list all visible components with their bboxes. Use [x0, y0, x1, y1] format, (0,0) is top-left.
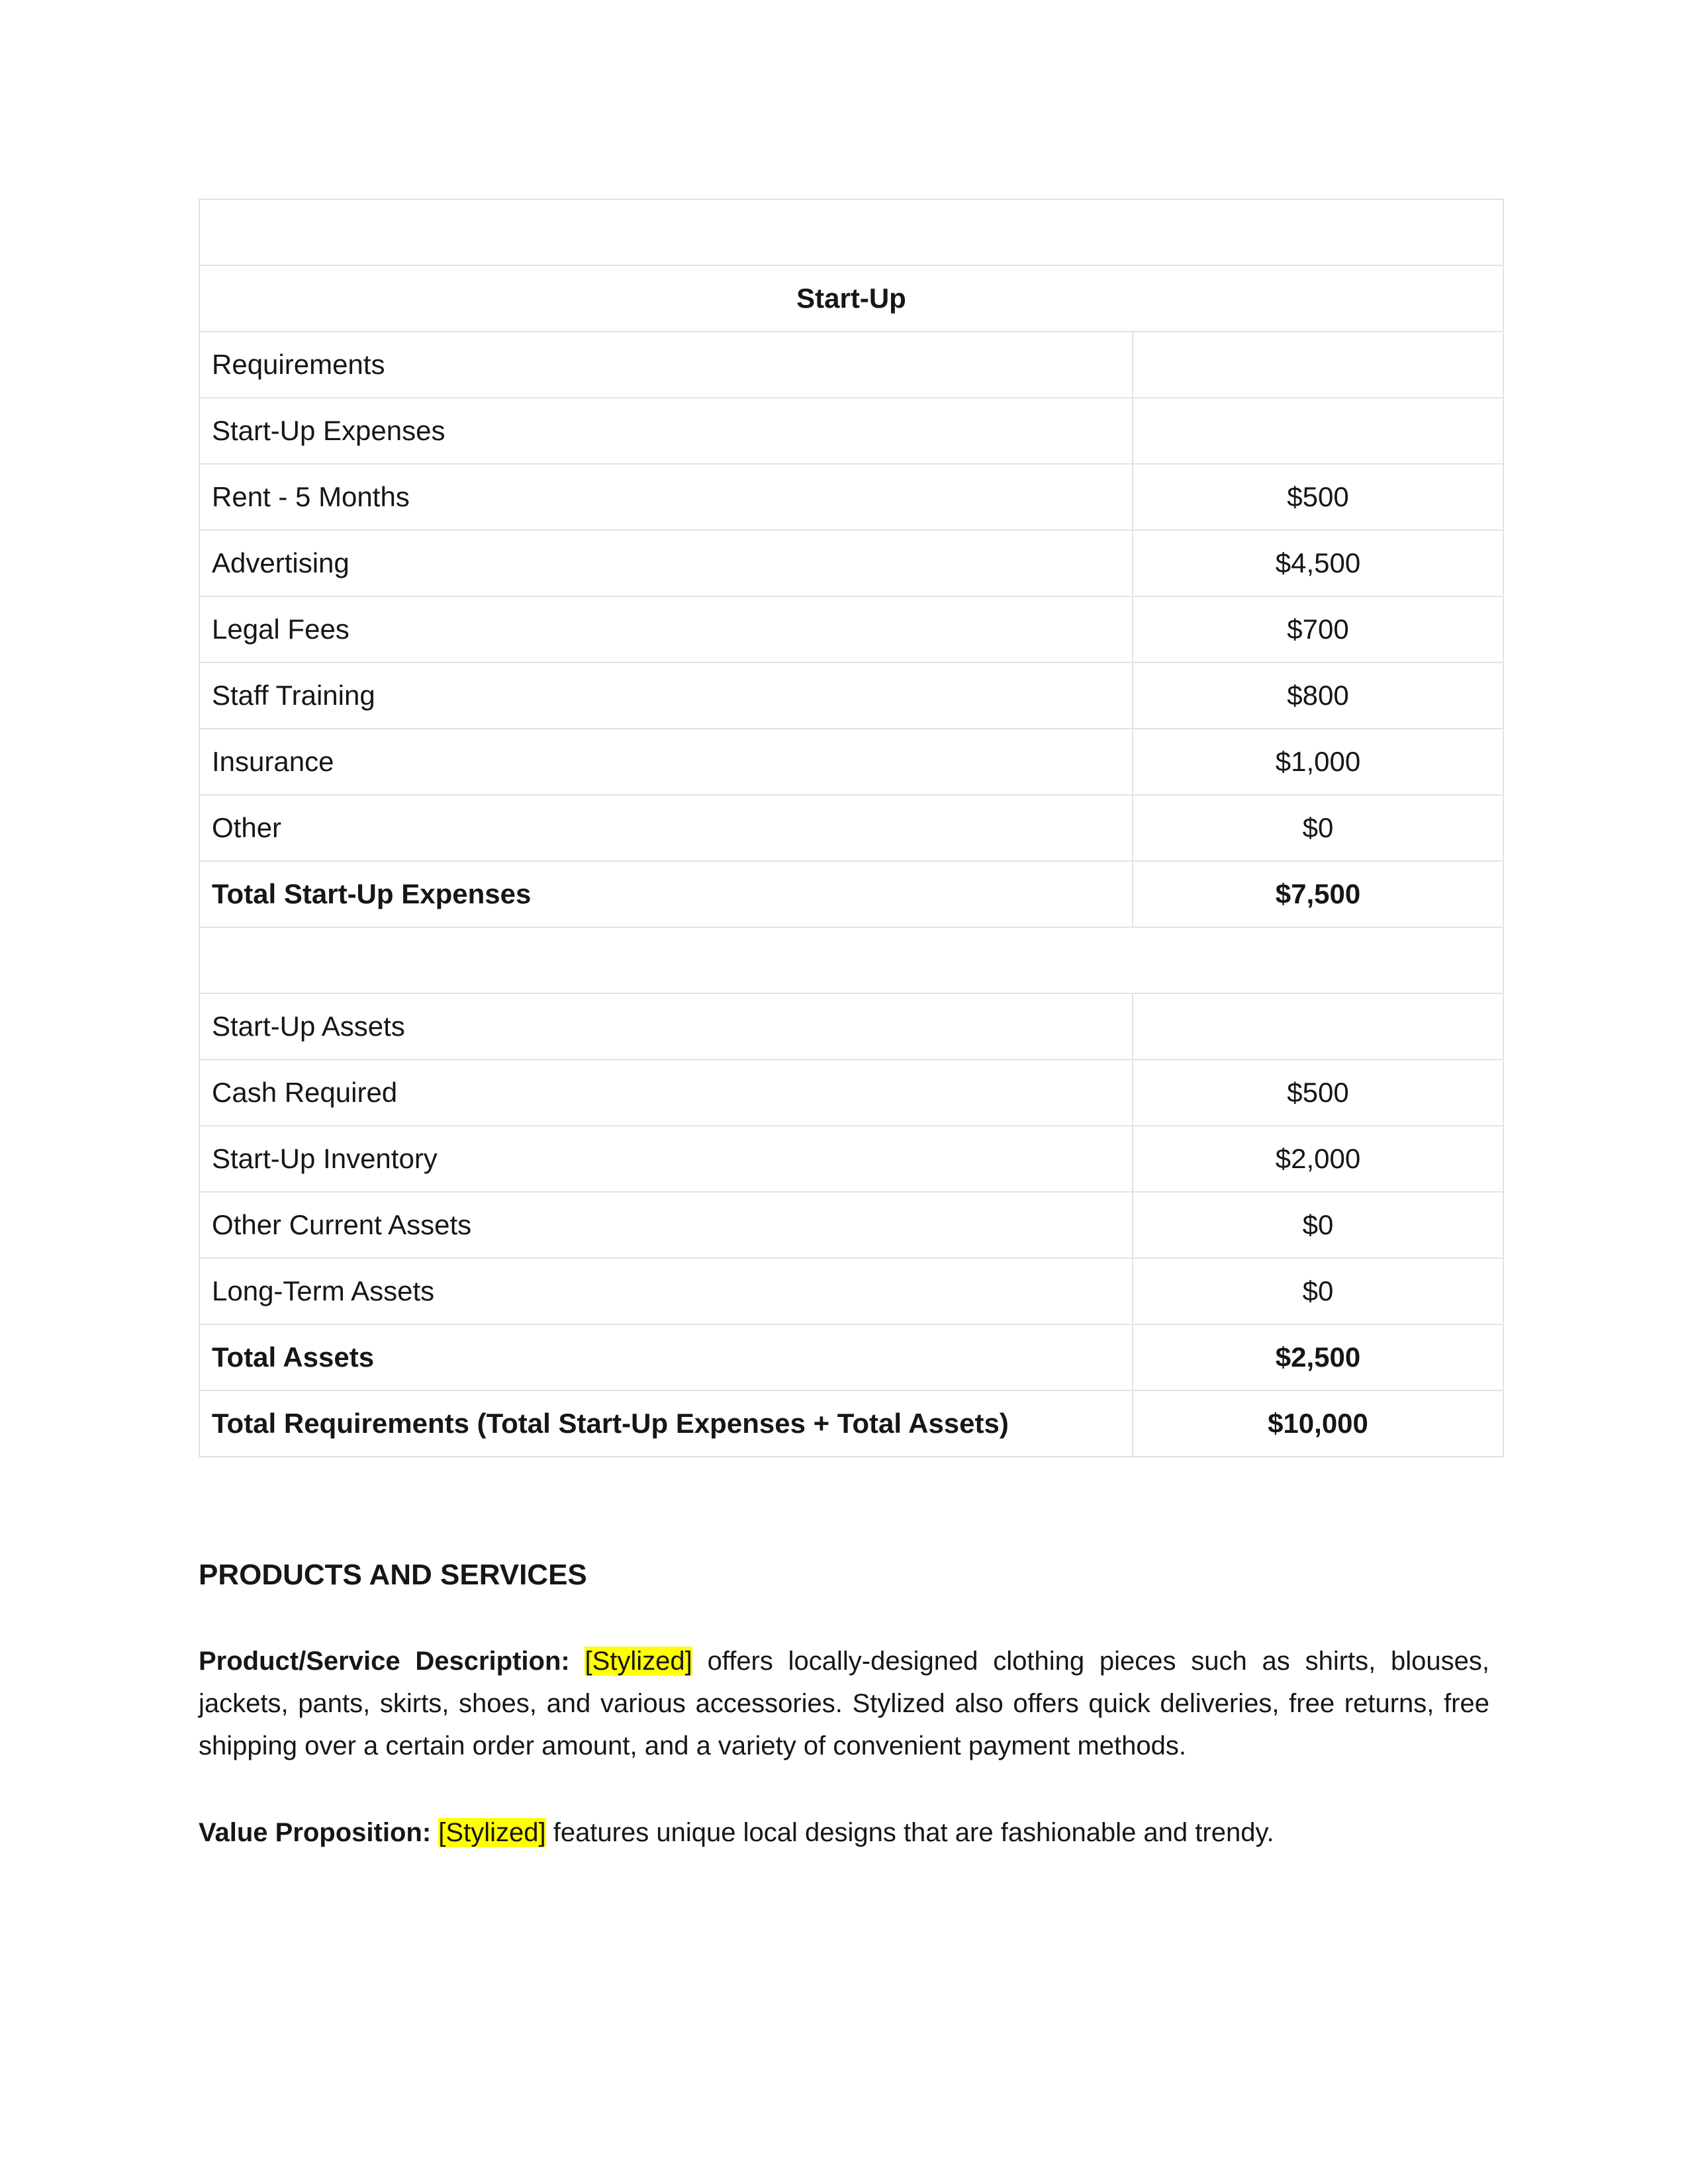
highlighted-placeholder: [Stylized] [438, 1818, 546, 1847]
value-proposition-paragraph [199, 1811, 1489, 1854]
row-label: Start-Up Inventory [199, 1126, 1133, 1192]
row-label: Requirements [199, 332, 1133, 398]
row-value [1133, 332, 1503, 398]
row-label: Long-Term Assets [199, 1258, 1133, 1324]
row-label: Insurance [199, 729, 1133, 795]
table-total-row [199, 1390, 1503, 1457]
row-label: Total Start-Up Expenses [199, 861, 1133, 927]
row-label: Total Assets [199, 1324, 1133, 1390]
table-row [199, 1060, 1503, 1126]
table-title-row [199, 265, 1503, 332]
row-value: $2,000 [1133, 1126, 1503, 1192]
table-row [199, 662, 1503, 729]
table-row [199, 398, 1503, 464]
startup-table [199, 199, 1504, 1457]
product-description-paragraph [199, 1640, 1489, 1767]
row-label: Other [199, 795, 1133, 861]
table-total-row [199, 861, 1503, 927]
row-label: Staff Training [199, 662, 1133, 729]
row-value: $500 [1133, 464, 1503, 530]
section-heading: PRODUCTS AND SERVICES [199, 1559, 587, 1591]
table-total-row [199, 1324, 1503, 1390]
row-value: $0 [1133, 795, 1503, 861]
row-value: $0 [1133, 1192, 1503, 1258]
row-label: Legal Fees [199, 596, 1133, 662]
row-value: $500 [1133, 1060, 1503, 1126]
row-value: $700 [1133, 596, 1503, 662]
table-title: Start-Up [199, 265, 1503, 332]
row-label: Advertising [199, 530, 1133, 596]
row-value: $10,000 [1133, 1390, 1503, 1457]
table-row [199, 530, 1503, 596]
table-row [199, 464, 1503, 530]
row-label: Start-Up Assets [199, 993, 1133, 1060]
row-label: Cash Required [199, 1060, 1133, 1126]
table-spacer-row [199, 927, 1503, 993]
row-value [1133, 993, 1503, 1060]
table-row [199, 993, 1503, 1060]
highlighted-placeholder: [Stylized] [585, 1647, 692, 1676]
table-row [199, 729, 1503, 795]
table-row [199, 1258, 1503, 1324]
row-value: $7,500 [1133, 861, 1503, 927]
table-cell-blank [199, 199, 1503, 265]
table-row [199, 596, 1503, 662]
paragraph-text: features unique local designs that are fashionable and trendy. [553, 1818, 1274, 1847]
row-label: Total Requirements (Total Start-Up Expenses + Total Assets) [199, 1390, 1133, 1457]
row-label: Other Current Assets [199, 1192, 1133, 1258]
row-value [1133, 398, 1503, 464]
table-cell-blank [199, 927, 1503, 993]
row-value: $1,000 [1133, 729, 1503, 795]
row-label: Start-Up Expenses [199, 398, 1133, 464]
table-blank-row [199, 199, 1503, 265]
row-label: Rent - 5 Months [199, 464, 1133, 530]
row-value: $2,500 [1133, 1324, 1503, 1390]
table-row [199, 332, 1503, 398]
paragraph-lead: Product/Service Description: [199, 1647, 570, 1676]
row-value: $800 [1133, 662, 1503, 729]
paragraph-text: offers locally-designed clothing pieces such as shirts, blouses, jackets, pants, skirts, shoes, and various accessories. Stylized also offers quick deliveries, free returns, free shipping over a certain order amount, and a variety of convenient payment methods. [199, 1647, 1489, 1760]
table-row [199, 1192, 1503, 1258]
paragraph-lead: Value Proposition: [199, 1818, 432, 1847]
row-value: $4,500 [1133, 530, 1503, 596]
table-row [199, 1126, 1503, 1192]
table-row [199, 795, 1503, 861]
row-value: $0 [1133, 1258, 1503, 1324]
